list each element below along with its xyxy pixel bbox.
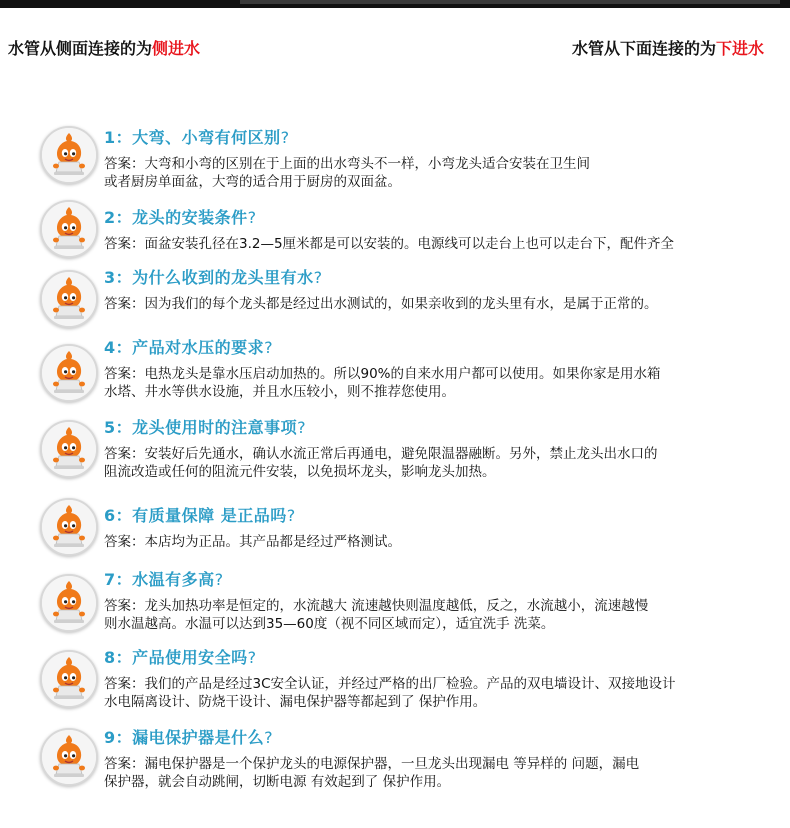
faq-answer-line: 水电隔离设计、防烧干设计、漏电保护器等都起到了 保护作用。: [104, 694, 487, 710]
faq-answer: [104, 533, 774, 551]
bottom-inlet-caption: [572, 36, 764, 59]
faq-question: [104, 335, 273, 358]
faq-question-text: 8：产品使用安全吗: [104, 648, 248, 667]
faq-question-text: 9：漏电保护器是什么: [104, 728, 265, 747]
faq-question: [104, 125, 290, 148]
question-mark: ?: [286, 506, 296, 525]
side-inlet-caption: [8, 36, 200, 59]
bottom-inlet-highlight: 下进水: [715, 39, 764, 58]
faq-answer: [104, 155, 774, 191]
faq-answer-line: 答案：电热龙头是靠水压启动加热的。所以90%的自来水用户都可以使用。如果你家是用水箱: [104, 366, 661, 382]
faq-answer-line: 答案：漏电保护器是一个保护龙头的电源保护器，一旦龙头出现漏电 等异样的 问题，漏电: [104, 756, 640, 772]
faq-answer-line: 答案：大弯和小弯的区别在于上面的出水弯头不一样，小弯龙头适合安装在卫生间: [104, 156, 590, 172]
mascot-avatar-icon: [40, 344, 98, 402]
faq-answer-line: 水塔、井水等供水设施，并且水压较小，则不推荐您使用。: [104, 384, 455, 400]
question-mark: ?: [247, 208, 257, 227]
faq-question-text: 1：大弯、小弯有何区别: [104, 128, 281, 147]
faq-question: [104, 645, 257, 668]
question-mark: ?: [214, 570, 224, 589]
mascot-avatar-icon: [40, 270, 98, 328]
faq-answer-line: 答案：面盆安装孔径在3.2—5厘米都是可以安装的。电源线可以走台上也可以走台下，配件齐全: [104, 236, 675, 252]
faq-question-text: 4：产品对水压的要求: [104, 338, 265, 357]
faq-question: [104, 567, 224, 590]
faq-question-text: 2：龙头的安装条件: [104, 208, 248, 227]
question-mark: ?: [280, 128, 290, 147]
mascot-avatar-icon: [40, 650, 98, 708]
faq-question: [104, 265, 323, 288]
faq-answer-line: 阻流改造或任何的阻流元件安装，以免损坏龙头，影响龙头加热。: [104, 464, 496, 480]
faq-answer: [104, 295, 774, 313]
faq-question-text: 7：水温有多高: [104, 570, 215, 589]
faq-answer-line: 保护器，就会自动跳闸，切断电源 有效起到了 保护作用。: [104, 774, 451, 790]
faq-answer: [104, 755, 774, 791]
question-mark: ?: [264, 338, 274, 357]
faq-answer: [104, 675, 774, 711]
mascot-avatar-icon: [40, 574, 98, 632]
faq-answer: [104, 235, 774, 253]
mascot-avatar-icon: [40, 126, 98, 184]
faq-answer: [104, 597, 774, 633]
bottom-inlet-caption-text: 水管从下面连接的为: [571, 39, 716, 58]
question-mark: ?: [247, 648, 257, 667]
mascot-avatar-icon: [40, 420, 98, 478]
faq-answer: [104, 445, 774, 481]
faq-question-text: 3：为什么收到的龙头里有水: [104, 268, 314, 287]
faq-question: [104, 725, 273, 748]
side-inlet-caption-text: 水管从侧面连接的为: [8, 39, 153, 58]
top-banner-strip: [0, 0, 790, 8]
question-mark: ?: [313, 268, 323, 287]
mascot-avatar-icon: [40, 200, 98, 258]
faq-answer-line: 答案：因为我们的每个龙头都是经过出水测试的，如果亲收到的龙头里有水，是属于正常的。: [104, 296, 658, 312]
mascot-avatar-icon: [40, 728, 98, 786]
faq-answer-line: 则水温越高。水温可以达到35—60度（视不同区域而定），适宜洗手 洗菜。: [104, 616, 555, 632]
top-banner-strip-inner: [240, 0, 780, 4]
faq-question-text: 5：龙头使用时的注意事项: [104, 418, 298, 437]
faq-question: [104, 205, 257, 228]
faq-answer-line: 答案：龙头加热功率是恒定的，水流越大 流速越快则温度越低，反之，水流越小，流速越慢: [104, 598, 649, 614]
faq-answer-line: 答案：我们的产品是经过3C安全认证，并经过严格的出厂检验。产品的双电墙设计、双接地设计: [104, 676, 676, 692]
faq-question: [104, 415, 306, 438]
faq-question: [104, 503, 296, 526]
question-mark: ?: [264, 728, 274, 747]
faq-question-text: 6：有质量保障 是正品吗: [104, 506, 287, 525]
faq-answer-line: 答案：安装好后先通水，确认水流正常后再通电，避免限温器融断。另外，禁止龙头出水口的: [104, 446, 658, 462]
side-inlet-highlight: 侧进水: [152, 39, 201, 58]
faq-answer-line: 答案：本店均为正品。其产品都是经过严格测试。: [104, 534, 401, 550]
question-mark: ?: [297, 418, 307, 437]
faq-answer-line: 或者厨房单面盆，大弯的适合用于厨房的双面盆。: [104, 174, 401, 190]
faq-answer: [104, 365, 774, 401]
mascot-avatar-icon: [40, 498, 98, 556]
